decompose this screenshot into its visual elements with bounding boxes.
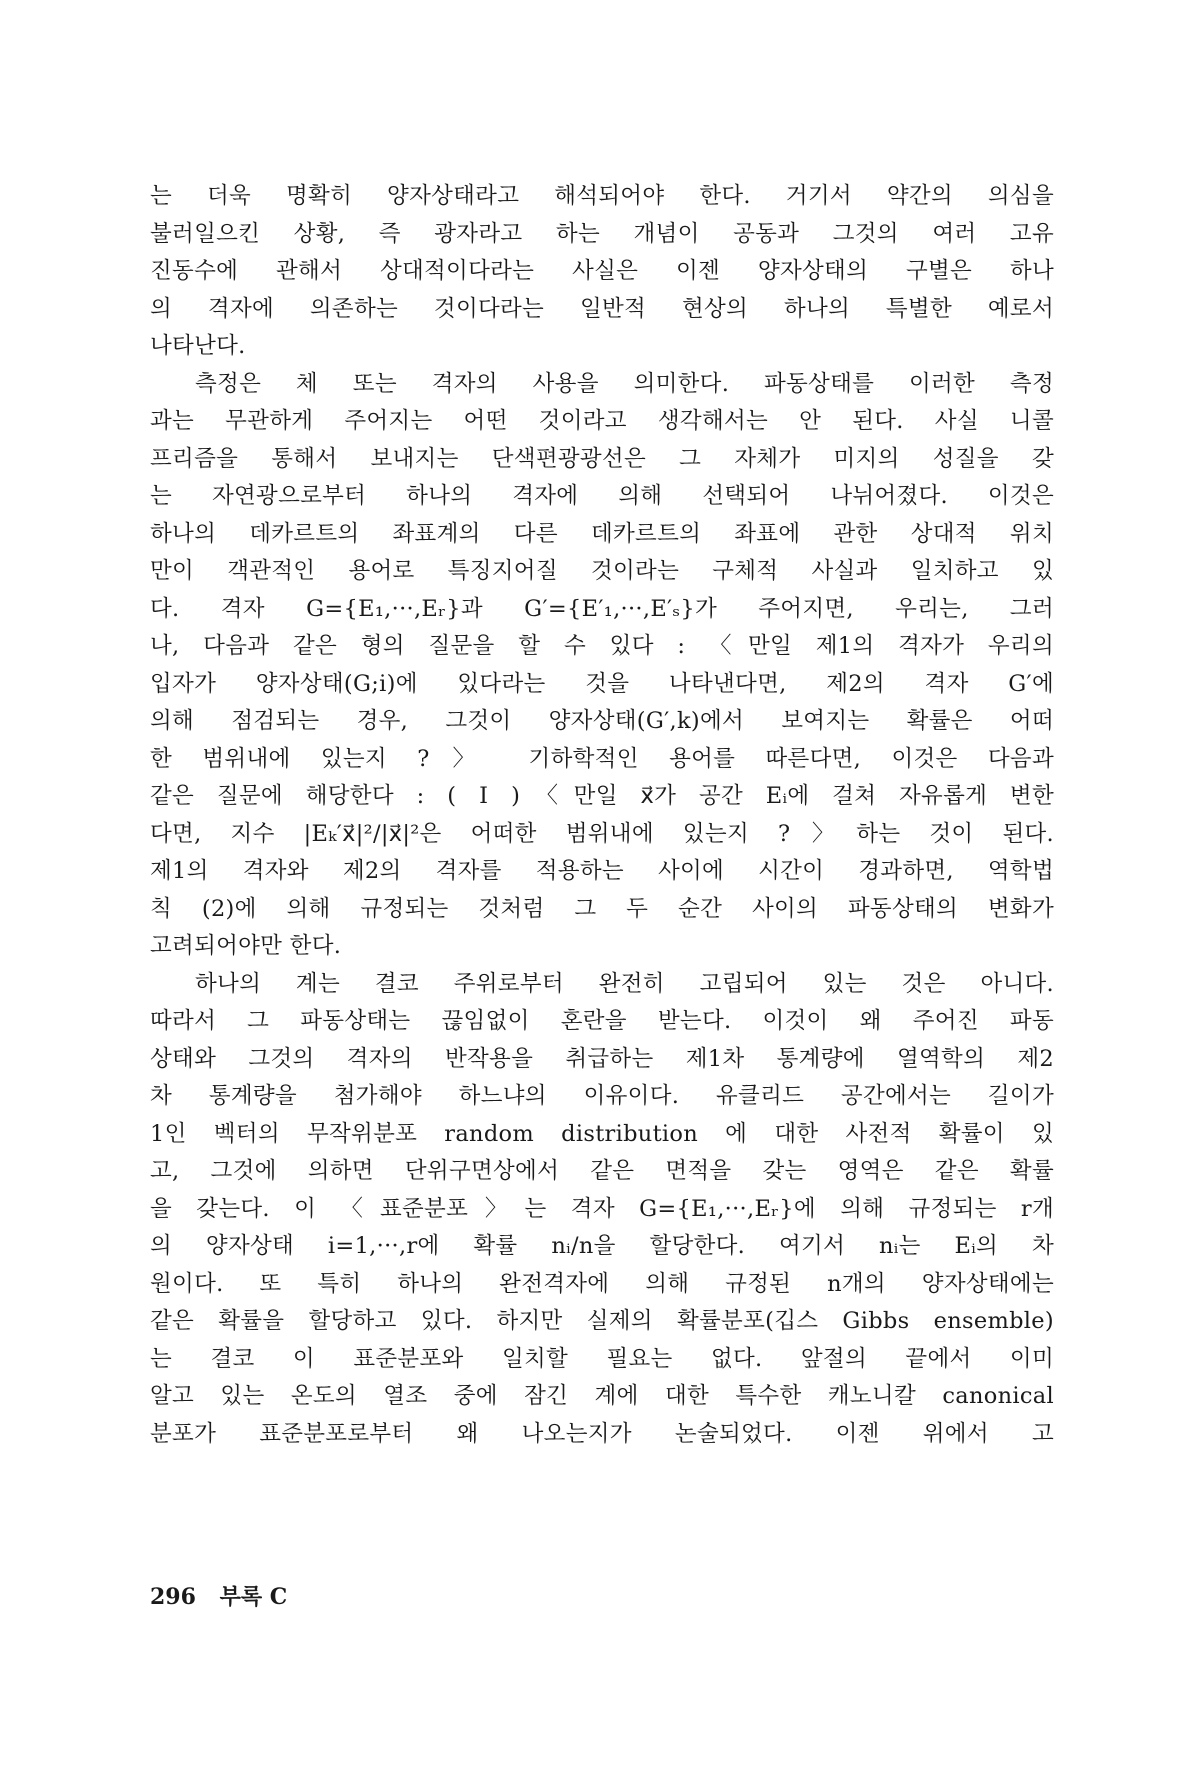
page-body [150,178,1054,1453]
section-label: 부록 C [219,1584,288,1610]
text-line: 분포가 표준분포로부터 왜 나오는지가 논술되었다. 이젠 위에서 고 [150,1420,1054,1447]
text-line: 의 양자상태 i=1,···,r에 확률 nᵢ/n을 할당한다. 여기서 nᵢ는 Eᵢ의 차 [150,1233,1054,1259]
text-line: 불러일으킨 상황, 즉 광자라고 하는 개념이 공동과 그것의 여러 고유 [150,220,1054,247]
page-number: 296 [150,1584,196,1610]
text-line: 을 갖는다. 이 〈표준분포〉는 격자 G={E₁,···,Eᵣ}에 의해 규정되는 r개 [150,1195,1054,1222]
text-line: 하나의 데카르트의 좌표계의 다른 데카르트의 좌표에 관한 상대적 위치 [150,520,1054,547]
text-line: 알고 있는 온도의 열조 중에 잠긴 계에 대한 특수한 캐노니칼 canonical [150,1383,1054,1409]
text-line: 프리즘을 통해서 보내지는 단색편광광선은 그 자체가 미지의 성질을 갖 [150,445,1054,472]
text-line: 같은 확률을 할당하고 있다. 하지만 실제의 확률분포(깁스 Gibbs ensemble) [150,1308,1054,1334]
text-line: 의 격자에 의존하는 것이다라는 일반적 현상의 하나의 특별한 예로서 [150,295,1054,322]
text-line: 1인 벡터의 무작위분포 random distribution 에 대한 사전적 확률이 있 [150,1120,1054,1147]
text-line: 상태와 그것의 격자의 반작용을 취급하는 제1차 통계량에 열역학의 제2 [150,1045,1054,1072]
text-line: 진동수에 관해서 상대적이다라는 사실은 이젠 양자상태의 구별은 하나 [150,258,1054,284]
text-line: 는 결코 이 표준분포와 일치할 필요는 없다. 앞절의 끝에서 이미 [150,1345,1054,1372]
text-line: 원이다. 또 특히 하나의 완전격자에 의해 규정된 n개의 양자상태에는 [150,1270,1054,1297]
text-line: 다. 격자 G={E₁,···,Eᵣ}과 G′={E′₁,···,E′ₛ}가 주어지면, 우리는, 그러 [150,595,1054,622]
text-line: 과는 무관하게 주어지는 어떤 것이라고 생각해서는 안 된다. 사실 니콜 [150,408,1054,434]
text-line: 입자가 양자상태(G;i)에 있다라는 것을 나타낸다면, 제2의 격자 G′에 [150,670,1054,697]
text-line: 따라서 그 파동상태는 끊임없이 혼란을 받는다. 이것이 왜 주어진 파동 [150,1008,1054,1034]
text-line: 나타난다. [150,333,246,359]
text-line: 차 통계량을 첨가해야 하느냐의 이유이다. 유클리드 공간에서는 길이가 [150,1083,1054,1109]
paragraph-start-line: 하나의 계는 결코 주위로부터 완전히 고립되어 있는 것은 아니다. [195,970,1054,997]
text-line: 한 범위내에 있는지 ?〉 기하학적인 용어를 따른다면, 이것은 다음과 [150,745,1054,772]
text-line: 고려되어야만 한다. [150,933,342,959]
text-line: 칙 (2)에 의해 규정되는 것처럼 그 두 순간 사이의 파동상태의 변화가 [150,895,1054,922]
text-line: 고, 그것에 의하면 단위구면상에서 같은 면적을 갖는 영역은 같은 확률 [150,1158,1054,1184]
text-line: 는 자연광으로부터 하나의 격자에 의해 선택되어 나뉘어졌다. 이것은 [150,483,1054,509]
page-footer [150,1582,287,1612]
text-line: 나, 다음과 같은 형의 질문을 할 수 있다 : 〈만일 제1의 격자가 우리의 [150,633,1054,659]
text-line: 의해 점검되는 경우, 그것이 양자상태(G′,k)에서 보여지는 확률은 어떠 [150,708,1054,734]
text-line: 만이 객관적인 용어로 특징지어질 것이라는 구체적 사실과 일치하고 있 [150,558,1054,584]
text-line: 는 더욱 명확히 양자상태라고 해석되어야 한다. 거기서 약간의 의심을 [150,183,1054,209]
paragraph-start-line: 측정은 체 또는 격자의 사용을 의미한다. 파동상태를 이러한 측정 [195,370,1054,397]
text-line: 다면, 지수 |Eₖ′x⃗|²/|x⃗|²은 어떠한 범위내에 있는지 ?〉하는 것이 된다. [150,820,1054,847]
text-line: 같은 질문에 해당한다 : ( I )〈만일 x⃗가 공간 Eᵢ에 걸쳐 자유롭게 변한 [150,783,1054,809]
text-line: 제1의 격자와 제2의 격자를 적용하는 사이에 시간이 경과하면, 역학법 [150,858,1054,884]
